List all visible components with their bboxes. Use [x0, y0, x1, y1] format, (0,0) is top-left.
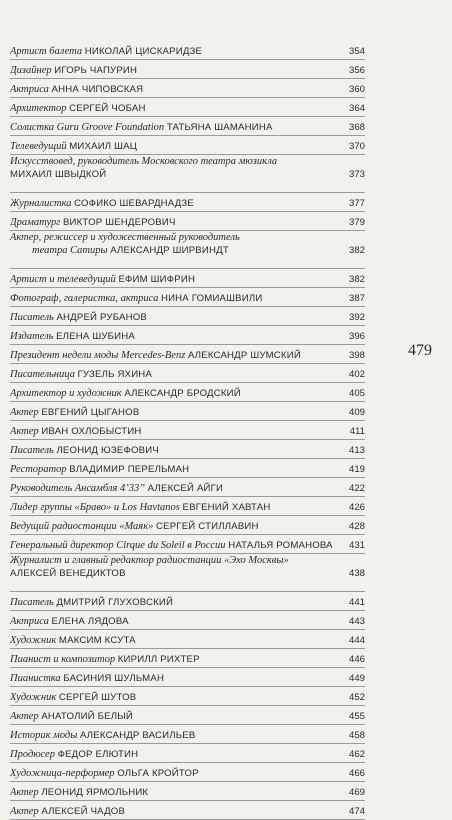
toc-entry [10, 117, 365, 136]
entry-page: 370 [348, 141, 365, 152]
entry-role: Художница-перформер [10, 768, 115, 779]
entry-role: Артист балета [10, 46, 83, 57]
entry-page: 444 [348, 635, 365, 646]
entry-name: ЕЛЕНА ШУБИНА [56, 331, 135, 342]
entry-role: Телеведущий [10, 141, 67, 152]
entry-page: 474 [348, 806, 365, 817]
entry-role: Художник [10, 635, 57, 646]
entry-role: Искусствовед, руководитель Московского театра мюзикла [10, 156, 278, 167]
toc-entry [10, 41, 365, 60]
entry-page: 455 [348, 711, 365, 722]
toc-entry [10, 611, 365, 630]
toc-entry [10, 364, 365, 383]
entry-page: 441 [348, 597, 365, 608]
toc-entry [10, 782, 365, 801]
entry-page: 409 [348, 407, 365, 418]
entry-name: ИГОРЬ ЧАПУРИН [54, 65, 138, 76]
entry-name: ЕВГЕНИЙ ЦЫГАНОВ [41, 407, 140, 418]
entry-page: 466 [348, 768, 365, 779]
entry-page: 356 [348, 65, 365, 76]
entry-name: ЕФИМ ШИФРИН [118, 274, 196, 285]
toc-entry [10, 269, 365, 288]
entry-role: Пианист и композитор [10, 654, 116, 665]
entry-name: СЕРГЕЙ ШУТОВ [58, 692, 137, 703]
entry-role: Ресторатор [10, 464, 67, 475]
entry-page: 458 [348, 730, 365, 741]
table-of-contents [10, 41, 365, 820]
entry-role: Актер [10, 806, 39, 817]
entry-page: 469 [348, 787, 365, 798]
entry-name: ОЛЬГА КРОЙТОР [117, 768, 199, 779]
entry-page: 438 [348, 568, 365, 579]
toc-entry [10, 516, 365, 535]
toc-entry [10, 687, 365, 706]
toc-entry [10, 383, 365, 402]
entry-name: СЕРГЕЙ ЧОБАН [69, 103, 146, 114]
toc-entry [10, 402, 365, 421]
entry-name: ЕВГЕНИЙ ХАВТАН [182, 502, 271, 513]
entry-page: 364 [348, 103, 365, 114]
entry-name: БАСИНИЯ ШУЛЬМАН [63, 673, 165, 684]
entry-page: 462 [348, 749, 365, 760]
entry-name: ЛЕОНИД ЯРМОЛЬНИК [41, 787, 149, 798]
entry-page: 373 [348, 169, 365, 180]
toc-entry [10, 231, 365, 269]
entry-role: Президент недели моды Mercedes-Benz [10, 350, 186, 361]
entry-role: Писатель [10, 312, 54, 323]
entry-role: Фотограф, галеристка, актриса [10, 293, 159, 304]
toc-entry [10, 592, 365, 611]
toc-entry [10, 326, 365, 345]
entry-name: АЛЕКСАНДР БРОДСКИЙ [124, 388, 241, 399]
entry-role: Актер [10, 426, 39, 437]
entry-name: АНАТОЛИЙ БЕЛЫЙ [41, 711, 134, 722]
entry-name: СЕРГЕЙ СТИЛЛАВИН [155, 521, 259, 532]
entry-page: 398 [348, 350, 365, 361]
toc-entry [10, 630, 365, 649]
entry-page: 413 [348, 445, 365, 456]
toc-entry [10, 193, 365, 212]
entry-page: 379 [348, 217, 365, 228]
entry-page: 443 [348, 616, 365, 627]
entry-name: СОФИКО ШЕВАРДНАДЗЕ [74, 198, 194, 209]
entry-page: 382 [348, 274, 365, 285]
entry-role: Драматург [10, 217, 61, 228]
entry-name: АЛЕКСАНДР ВАСИЛЬЕВ [79, 730, 196, 741]
entry-page: 387 [348, 293, 365, 304]
entry-name: ДМИТРИЙ ГЛУХОВСКИЙ [56, 597, 174, 608]
toc-entry [10, 421, 365, 440]
entry-role: Актриса [10, 84, 49, 95]
entry-page: 354 [348, 46, 365, 57]
entry-page: 396 [348, 331, 365, 342]
entry-name: ВИКТОР ШЕНДЕРОВИЧ [62, 217, 176, 228]
entry-name: КИРИЛЛ РИХТЕР [117, 654, 200, 665]
entry-role: Актер [10, 407, 39, 418]
entry-role: Писательница [10, 369, 75, 380]
entry-name: ЕЛЕНА ЛЯДОВА [51, 616, 129, 627]
toc-entry [10, 136, 365, 155]
entry-page: 422 [348, 483, 365, 494]
toc-entry [10, 60, 365, 79]
toc-entry [10, 497, 365, 516]
entry-page: 405 [348, 388, 365, 399]
entry-name: АЛЕКСЕЙ ЧАДОВ [41, 806, 126, 817]
entry-name: АЛЕКСАНДР ШИРВИНДТ [110, 245, 229, 256]
toc-entry [10, 79, 365, 98]
toc-entry [10, 668, 365, 687]
entry-role-cont: театра Сатиры [32, 245, 108, 256]
entry-name: ФЕДОР ЕЛЮТИН [57, 749, 139, 760]
toc-entry [10, 706, 365, 725]
entry-role: Актриса [10, 616, 49, 627]
entry-page: 360 [348, 84, 365, 95]
entry-page: 368 [348, 122, 365, 133]
entry-role: Журналистка [10, 198, 72, 209]
entry-page: 392 [348, 312, 365, 323]
toc-entry [10, 744, 365, 763]
entry-role: Художник [10, 692, 57, 703]
entry-role: Издатель [10, 331, 54, 342]
toc-entry [10, 459, 365, 478]
toc-entry [10, 535, 365, 554]
entry-name: НИНА ГОМИАШВИЛИ [160, 293, 263, 304]
entry-name: ИВАН ОХЛОБЫСТИН [41, 426, 142, 437]
toc-entry [10, 288, 365, 307]
entry-name: НИКОЛАЙ ЦИСКАРИДЗЕ [84, 46, 203, 57]
entry-page: 426 [348, 502, 365, 513]
entry-name: МИХАИЛ ШАЦ [69, 141, 138, 152]
toc-entry [10, 212, 365, 231]
toc-entry [10, 649, 365, 668]
entry-role: Писатель [10, 597, 54, 608]
entry-role: Солистка Guru Groove Foundation [10, 122, 165, 133]
entry-name: ВЛАДИМИР ПЕРЕЛЬМАН [69, 464, 190, 475]
entry-name: АЛЕКСЕЙ АЙГИ [147, 483, 224, 494]
toc-entry [10, 725, 365, 744]
toc-entry [10, 98, 365, 117]
entry-role: Дизайнер [10, 65, 52, 76]
entry-page: 428 [348, 521, 365, 532]
toc-entry [10, 554, 365, 592]
entry-role: Лидер группы «Браво» и Los Havtanos [10, 502, 180, 513]
entry-name: НАТАЛЬЯ РОМАНОВА [228, 540, 333, 551]
entry-role: Ведущий радиостанции «Маяк» [10, 521, 154, 532]
entry-page: 411 [349, 426, 365, 437]
entry-role: Актер, режиссер и художественный руководитель [10, 232, 240, 243]
toc-entry [10, 763, 365, 782]
entry-role: Историк моды [10, 730, 78, 741]
entry-role: Архитектор и художник [10, 388, 122, 399]
entry-role: Актер [10, 711, 39, 722]
entry-role: Руководитель Ансамбля 4’33” [10, 483, 146, 494]
entry-name: ТАТЬЯНА ШАМАНИНА [166, 122, 273, 133]
toc-entry [10, 478, 365, 497]
entry-role: Пианистка [10, 673, 61, 684]
entry-name: АЛЕКСЕЙ ВЕНЕДИКТОВ [10, 568, 126, 579]
entry-role: Архитектор [10, 103, 67, 114]
entry-role: Генеральный директор Cirque du Soleil в России [10, 540, 226, 551]
toc-entry [10, 801, 365, 820]
toc-entry [10, 307, 365, 326]
entry-name: АННА ЧИПОВСКАЯ [51, 84, 144, 95]
entry-page: 452 [348, 692, 365, 703]
entry-name: МИХАИЛ ШВЫДКОЙ [10, 169, 107, 180]
entry-page: 382 [348, 245, 365, 256]
entry-page: 402 [348, 369, 365, 380]
entry-page: 446 [348, 654, 365, 665]
toc-entry [10, 155, 365, 193]
toc-entry [10, 345, 365, 364]
entry-name: АЛЕКСАНДР ШУМСКИЙ [187, 350, 301, 361]
entry-role: Журналист и главный редактор радиостанции «Эхо Москвы» [10, 555, 289, 566]
entry-name: МАКСИМ КСУТА [58, 635, 136, 646]
entry-name: ГУЗЕЛЬ ЯХИНА [77, 369, 153, 380]
entry-role: Писатель [10, 445, 54, 456]
entry-page: 431 [348, 540, 365, 551]
entry-name: АНДРЕЙ РУБАНОВ [56, 312, 147, 323]
entry-page: 449 [348, 673, 365, 684]
entry-role: Продюсер [10, 749, 55, 760]
toc-entry [10, 440, 365, 459]
entry-page: 419 [348, 464, 365, 475]
entry-name: ЛЕОНИД ЮЗЕФОВИЧ [56, 445, 159, 456]
entry-role: Артист и телеведущий [10, 274, 116, 285]
entry-role: Актер [10, 787, 39, 798]
entry-page: 377 [348, 198, 365, 209]
page-number: 479 [408, 342, 432, 359]
